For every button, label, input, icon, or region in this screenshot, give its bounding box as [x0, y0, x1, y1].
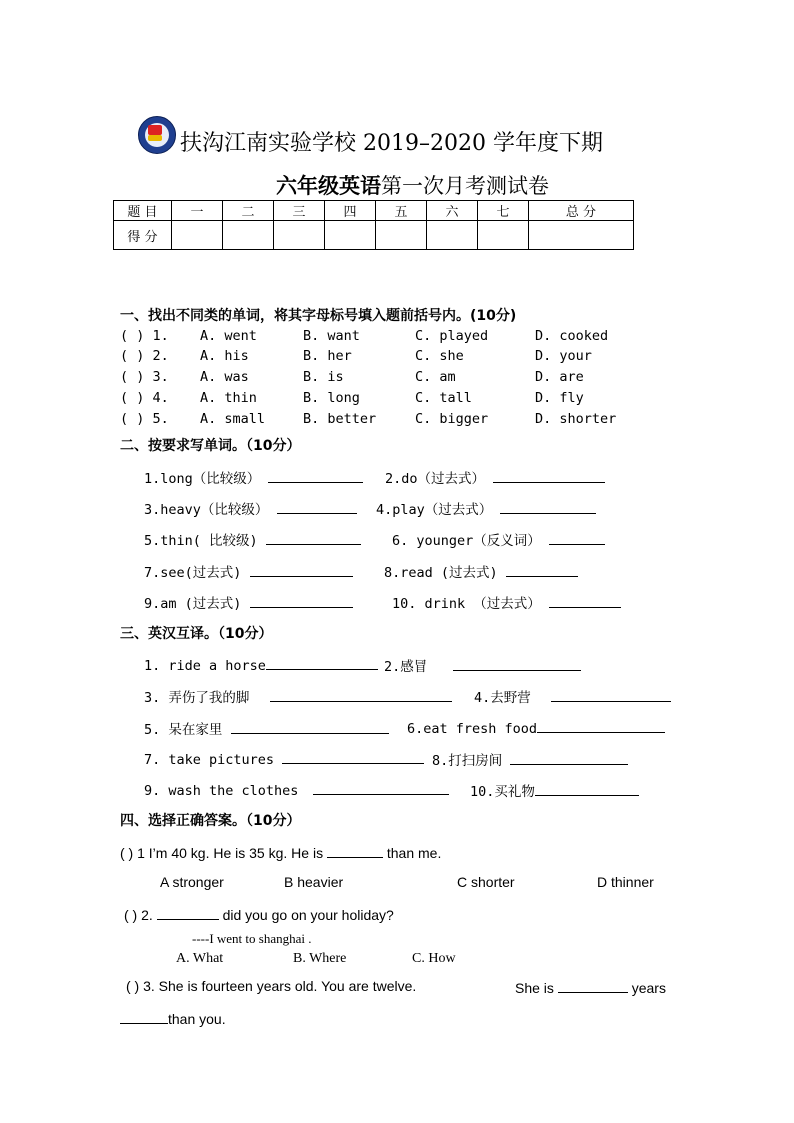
s4-q2-answer: ----I went to shanghai .	[192, 931, 312, 946]
answer-blank[interactable]	[277, 499, 357, 514]
s1-row5-c: C. bigger	[415, 411, 489, 427]
answer-blank[interactable]	[120, 1009, 168, 1024]
section3-heading: 三、英汉互译。（10分）	[120, 626, 273, 642]
s3-item9: 9. wash the clothes	[144, 780, 449, 799]
section4-heading: 四、选择正确答案。（10分）	[120, 813, 301, 829]
answer-bracket[interactable]: ( )	[126, 978, 140, 994]
s4-q3-stem-c: than you.	[120, 1009, 226, 1027]
s1-row4-no: ( ) 4.	[120, 390, 169, 406]
s2-item7: 7.see(过去式)	[144, 561, 353, 581]
s2-item2: 2.do（过去式）	[385, 467, 605, 487]
answer-blank[interactable]	[250, 593, 353, 608]
answer-blank[interactable]	[327, 843, 383, 858]
s2-item10: 10. drink （过去式）	[392, 592, 621, 612]
answer-blank[interactable]	[270, 687, 452, 702]
s4-q2-stem: ( ) 2. did you go on your holiday?	[124, 907, 394, 923]
s3-item2: 2.感冒	[384, 655, 581, 675]
answer-blank[interactable]	[549, 593, 621, 608]
school-logo	[138, 116, 176, 154]
s1-row1-no: ( ) 1.	[120, 328, 169, 344]
answer-blank[interactable]	[558, 978, 628, 993]
s1-row4-d: D. fly	[535, 390, 584, 406]
s1-row2-b: B. her	[303, 348, 352, 364]
s3-item3: 3. 弄伤了我的脚	[144, 686, 452, 706]
s1-row5-no: ( ) 5.	[120, 411, 169, 427]
s3-item6: 6.eat fresh food	[407, 718, 665, 737]
score-header-1: 一	[172, 201, 223, 221]
answer-blank[interactable]	[493, 468, 605, 483]
s3-item4: 4.去野营	[474, 686, 671, 706]
score-cell[interactable]	[223, 221, 274, 250]
s1-row3-b: B. is	[303, 369, 344, 385]
s1-row2-d: D. your	[535, 348, 592, 364]
s2-item9: 9.am (过去式)	[144, 592, 353, 612]
section2-heading: 二、按要求写单词。（10分）	[120, 438, 301, 454]
answer-blank[interactable]	[313, 780, 449, 795]
s1-row4-a: A. thin	[200, 390, 257, 406]
s4-q3-stem-b: She is years	[515, 980, 666, 996]
s1-row1-b: B. want	[303, 328, 360, 344]
s3-item8: 8.打扫房间	[432, 749, 628, 769]
score-header-4: 四	[325, 201, 376, 221]
s1-row4-b: B. long	[303, 390, 360, 406]
s2-item8: 8.read (过去式)	[384, 561, 578, 581]
answer-blank[interactable]	[266, 530, 361, 545]
answer-blank[interactable]	[506, 562, 578, 577]
s1-row2-a: A. his	[200, 348, 249, 364]
score-header-5: 五	[376, 201, 427, 221]
s4-q3-stem: ( ) 3. She is fourteen years old. You are twelve.	[126, 978, 417, 994]
s3-item10: 10.买礼物	[470, 780, 639, 800]
answer-blank[interactable]	[510, 750, 628, 765]
score-header-label: 题 目	[114, 201, 172, 221]
s1-row5-d: D. shorter	[535, 411, 617, 427]
answer-blank[interactable]	[268, 468, 363, 483]
score-cell[interactable]	[478, 221, 529, 250]
s4-q1-opt-a: A stronger	[160, 874, 224, 890]
logo-mark-red	[148, 125, 162, 135]
answer-blank[interactable]	[535, 781, 639, 796]
s1-row5-b: B. better	[303, 411, 377, 427]
answer-blank[interactable]	[250, 562, 353, 577]
s1-row1-a: A. went	[200, 328, 257, 344]
s4-q1-opt-b: B heavier	[284, 874, 344, 890]
score-header-3: 三	[274, 201, 325, 221]
s4-q1-opt-c: C shorter	[457, 874, 515, 890]
answer-bracket[interactable]: ( )	[124, 907, 138, 923]
s3-item1: 1. ride a horse	[144, 655, 378, 674]
answer-blank[interactable]	[231, 719, 389, 734]
exam-title-bold: 六年级英语	[276, 174, 381, 198]
s2-item5: 5.thin( 比较级)	[144, 529, 361, 549]
answer-blank[interactable]	[157, 905, 219, 920]
s4-q1-stem: ( ) 1 I’m 40 kg. He is 35 kg. He is than me.	[120, 845, 442, 861]
score-table	[113, 200, 634, 250]
s2-item4: 4.play（过去式）	[376, 498, 596, 518]
s1-row5-a: A. small	[200, 411, 266, 427]
score-header-total: 总 分	[529, 201, 634, 221]
score-cell[interactable]	[172, 221, 223, 250]
logo-mark-yellow	[148, 135, 162, 141]
answer-blank[interactable]	[537, 718, 665, 733]
s4-q2-opt-c: C. How	[412, 951, 456, 966]
exam-title-rest: 第一次月考测试卷	[381, 174, 549, 198]
answer-blank[interactable]	[500, 499, 596, 514]
s2-item6: 6. younger（反义词）	[392, 529, 605, 549]
score-cell[interactable]	[274, 221, 325, 250]
s4-q2-opt-a: A. What	[176, 951, 224, 966]
score-cell[interactable]	[427, 221, 478, 250]
score-cell[interactable]	[325, 221, 376, 250]
s1-row1-c: C. played	[415, 328, 489, 344]
score-cell[interactable]	[529, 221, 634, 250]
answer-blank[interactable]	[282, 749, 424, 764]
s1-row3-d: D. are	[535, 369, 584, 385]
s1-row3-no: ( ) 3.	[120, 369, 169, 385]
s1-row2-c: C. she	[415, 348, 464, 364]
section1-heading: 一、找出不同类的单词，将其字母标号填入题前括号内。(10分)	[120, 308, 517, 324]
s1-row1-d: D. cooked	[535, 328, 609, 344]
answer-bracket[interactable]: ( )	[120, 845, 134, 861]
s1-row3-c: C. am	[415, 369, 456, 385]
score-header-2: 二	[223, 201, 274, 221]
s4-q2-opt-b: B. Where	[293, 951, 347, 966]
s3-item5: 5. 呆在家里	[144, 718, 389, 738]
score-header-6: 六	[427, 201, 478, 221]
s4-q1-opt-d: D thinner	[597, 874, 654, 890]
answer-blank[interactable]	[266, 655, 378, 670]
s2-item1: 1.long（比较级）	[144, 467, 363, 487]
score-row-label: 得 分	[114, 221, 172, 250]
exam-title	[276, 170, 549, 200]
score-cell[interactable]	[376, 221, 427, 250]
score-header-7: 七	[478, 201, 529, 221]
s1-row3-a: A. was	[200, 369, 249, 385]
s1-row4-c: C. tall	[415, 390, 472, 406]
answer-blank[interactable]	[551, 687, 671, 702]
answer-blank[interactable]	[453, 656, 581, 671]
s3-item7: 7. take pictures	[144, 749, 424, 768]
s1-row2-no: ( ) 2.	[120, 348, 169, 364]
s2-item3: 3.heavy（比较级）	[144, 498, 357, 518]
school-title: 扶沟江南实验学校 2019–2020 学年度下期	[180, 131, 603, 156]
answer-blank[interactable]	[549, 530, 605, 545]
